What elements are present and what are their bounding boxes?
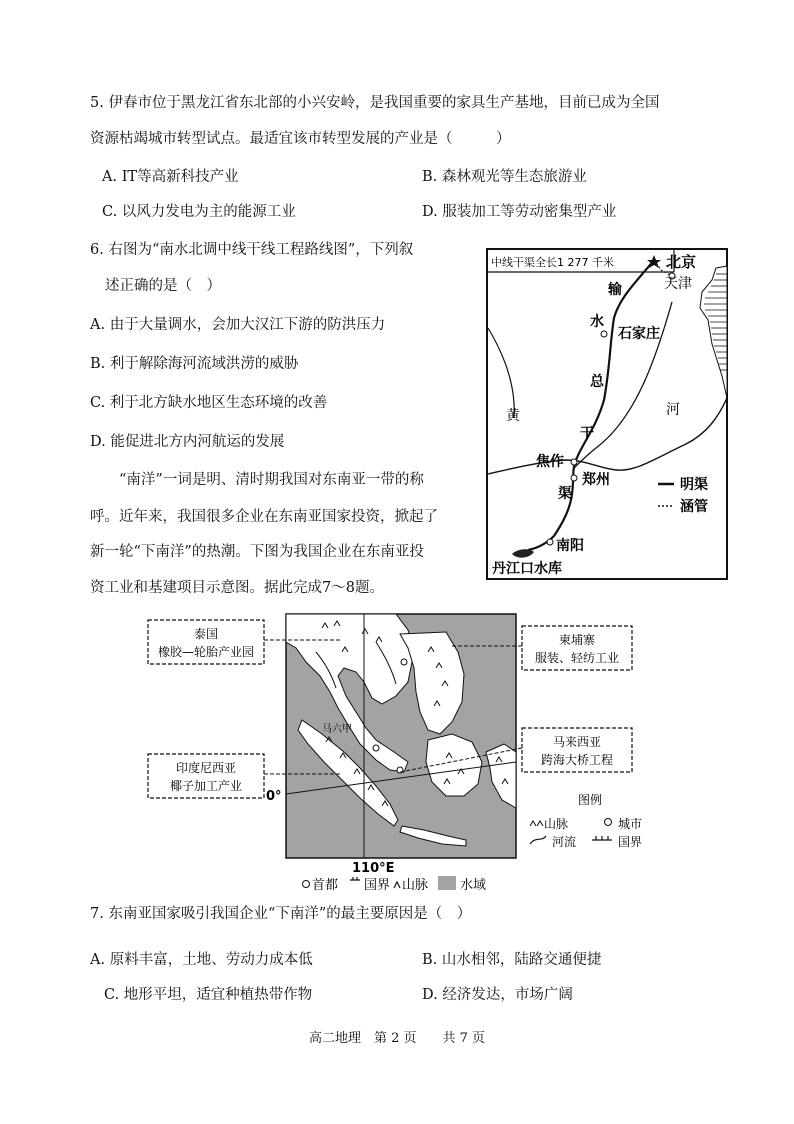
canal-char-1: 输 xyxy=(608,282,622,298)
water-legend-swatch xyxy=(438,876,456,890)
meridian-label: 110°E xyxy=(352,861,395,876)
legend-border: 国界 xyxy=(618,835,643,849)
intro-line4: 资工业和基建项目示意图。据此完成7～8题。 xyxy=(90,580,384,596)
legend-city: 城市 xyxy=(618,817,643,831)
q7-option-b: B. 山水相邻，陆路交通便捷 xyxy=(422,952,602,968)
q5-option-c: C. 以风力发电为主的能源工业 xyxy=(102,204,296,220)
legend-title: 图例 xyxy=(578,793,603,807)
map1-header: 中线干渠全长1 277 千米 xyxy=(491,256,614,269)
q6-option-d: D. 能促进北方内河航运的发展 xyxy=(90,434,285,450)
label-beijing: 北京 xyxy=(666,253,697,271)
strait-label: 马六甲 xyxy=(322,724,352,735)
label-tianjin: 天津 xyxy=(664,276,692,292)
q6-option-a: A. 由于大量调水，会加大汉江下游的防洪压力 xyxy=(90,317,386,333)
city-legend-icon xyxy=(605,819,612,826)
canal-char-3: 总 xyxy=(590,374,604,390)
intro-line1: “南洋”一词是明、清时期我国对东南亚一带的称 xyxy=(119,472,424,488)
water-diversion-map xyxy=(486,248,728,580)
q5-option-b: B. 森林观光等生态旅游业 xyxy=(422,169,587,185)
callout-cambodia-title: 柬埔寨 xyxy=(558,633,596,647)
callout-thailand-desc: 橡胶—轮胎产业园 xyxy=(157,645,255,659)
canal-char-2: 水 xyxy=(590,314,604,330)
legend-open-canal: 明渠 xyxy=(680,477,708,493)
q6-stem-line2: 述正确的是（ ） xyxy=(105,278,221,294)
callout-indonesia-desc: 椰子加工产业 xyxy=(169,779,243,793)
label-danjiangkou: 丹江口水库 xyxy=(492,561,562,577)
q6-option-c: C. 利于北方缺水地区生态环境的改善 xyxy=(90,395,328,411)
legend-mountain: 山脉 xyxy=(544,817,569,831)
q5-option-a: A. IT等高新科技产业 xyxy=(102,169,239,185)
mountain-bottom-legend-icon xyxy=(394,882,400,888)
equator-label: 0° xyxy=(266,789,282,804)
bottom-legend-border: 国界 xyxy=(364,878,391,893)
intro-line2: 呼。近年来，我国很多企业在东南亚国家投资，掀起了 xyxy=(90,509,438,525)
label-shijiazhuang: 石家庄 xyxy=(618,326,660,342)
southeast-asia-map xyxy=(146,612,666,894)
label-jiaozuo: 焦作 xyxy=(536,454,564,470)
canal-char-5: 渠 xyxy=(558,486,572,502)
callout-thailand-title: 泰国 xyxy=(193,627,219,641)
q5-stem-line2: 资源枯竭城市转型试点。最适宜该市转型发展的产业是（ ） xyxy=(90,131,511,147)
q7-option-c: C. 地形平坦，适宜种植热带作物 xyxy=(104,987,313,1003)
label-zhengzhou: 郑州 xyxy=(582,472,610,488)
bottom-legend-water: 水域 xyxy=(460,878,487,893)
label-he: 河 xyxy=(666,402,680,418)
callout-indonesia-title: 印度尼西亚 xyxy=(175,761,237,775)
capital-legend-icon xyxy=(303,881,310,888)
q5-option-d: D. 服装加工等劳动密集型产业 xyxy=(422,204,617,220)
callout-malaysia-title: 马来西亚 xyxy=(552,735,602,749)
q7-option-a: A. 原料丰富，土地、劳动力成本低 xyxy=(90,952,313,968)
map-frame xyxy=(487,249,727,579)
bottom-legend-capital: 首都 xyxy=(312,878,339,893)
bottom-legend-mountain: 山脉 xyxy=(402,878,429,893)
q5-stem-line1: 5. 伊春市位于黑龙江省东北部的小兴安岭，是我国重要的家具生产基地，目前已成为全国 xyxy=(90,95,660,111)
label-nanyang: 南阳 xyxy=(556,538,584,554)
label-huang: 黄 xyxy=(506,408,520,424)
page-footer: 高二地理 第 2 页 共 7 页 xyxy=(308,1031,486,1046)
callout-cambodia-desc: 服装、轻纺工业 xyxy=(534,651,620,665)
q7-option-d: D. 经济发达，市场广阔 xyxy=(422,987,573,1003)
callout-malaysia-desc: 跨海大桥工程 xyxy=(540,753,614,767)
intro-line3: 新一轮“下南洋”的热潮。下图为我国企业在东南亚投 xyxy=(90,544,424,560)
q6-option-b: B. 利于解除海河流域洪涝的威胁 xyxy=(90,356,299,372)
legend-culvert: 涵管 xyxy=(680,499,708,515)
border-bottom-legend-icon xyxy=(350,877,360,880)
q6-stem-line1: 6. 右图为“南水北调中线干线工程路线图”，下列叙 xyxy=(90,242,414,258)
q7-stem: 7. 东南亚国家吸引我国企业“下南洋”的最主要原因是（ ） xyxy=(90,906,472,922)
legend-river: 河流 xyxy=(552,835,577,849)
canal-char-4: 干 xyxy=(580,426,594,442)
